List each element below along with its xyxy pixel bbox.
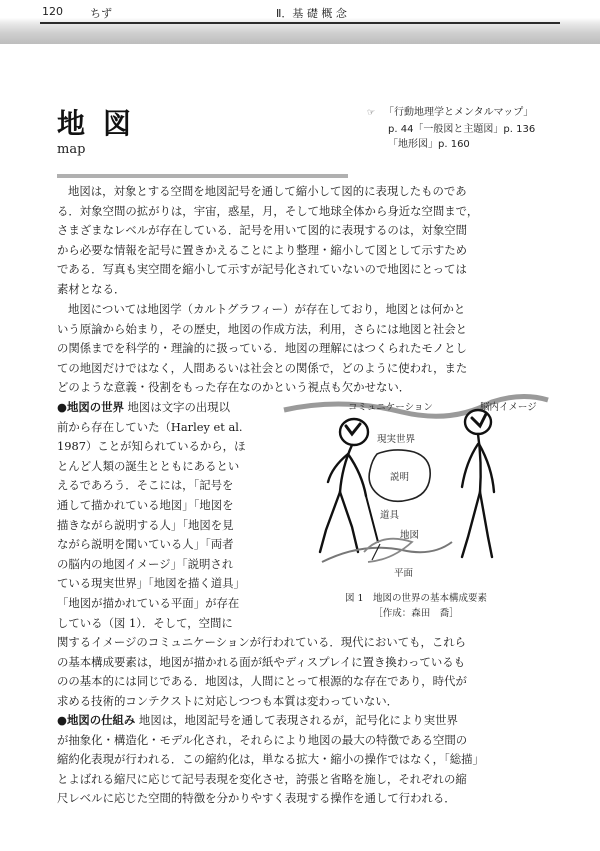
entry-subtitle: map xyxy=(57,142,86,157)
label-map: 地図 xyxy=(400,530,420,541)
label-brain-image: 脳内イメージ xyxy=(480,402,537,413)
label-plane: 平面 xyxy=(394,568,414,579)
section-map-mechanism xyxy=(57,711,484,809)
text-line: 求める技術的コンテクストに対応しつつも本質は変わっていない． xyxy=(57,693,399,708)
intro-paragraph xyxy=(57,182,478,300)
text-line: 通して描かれている地図」「地図を xyxy=(57,497,234,512)
text-line: から必要な情報を記号に置きかえることにより整理・縮小して図として示すため xyxy=(57,242,468,257)
map-plane xyxy=(322,542,452,562)
title-underline xyxy=(57,174,348,178)
text-line: 地図は，地図記号を通して表現されるが，記号化により実世界 xyxy=(138,713,458,727)
text-line: 地図については地図学（カルトグラフィー）が存在しており，地図とは何かと xyxy=(68,302,466,316)
text-line: いう原論から始まり，その歴史，地図の作成方法，利用，さらには地図と社会と xyxy=(57,321,468,336)
paragraph-2 xyxy=(57,300,467,398)
text-line: 尺レベルに応じた空間的特徴を分かりやすく表現する操作を通して行われる． xyxy=(57,791,456,806)
tool-pointer-line xyxy=(372,544,380,560)
label-tool: 道具 xyxy=(380,510,400,521)
text-line: の関係までを科学的・理論的に扱っている．地図の理解にはつくられたモノとし xyxy=(57,341,467,356)
text-line: 関するイメージのコミュニケーションが行われている．現代においても，これら xyxy=(57,635,467,649)
text-line: る．対象空間の拡がりは，宇宙，惑星，月，そして地球全体から身近な空間まで， xyxy=(57,203,479,218)
text-line: の脳内の地図イメージ」「説明され xyxy=(57,556,234,571)
ref-line-2: p. 44「一般図と主題図」p. 136 xyxy=(388,123,536,135)
text-line: ながら説明を聞いている人」「両者 xyxy=(57,537,234,552)
text-line: 地図は文字の出現以 xyxy=(127,400,231,414)
page-number: 120 xyxy=(42,5,63,18)
text-line: 地図は，対象とする空間を地図記号を通して縮小して図的に表現したものであ xyxy=(68,184,467,198)
text-line: 1987）ことが知られているから，ほ xyxy=(57,439,246,454)
text-line: 縮約化表現が行われる．この縮約化は，単なる拡大・縮小の操作ではなく，「総描」 xyxy=(57,752,484,767)
ref-line-1: 「行動地理学とメンタルマップ」 xyxy=(384,107,534,118)
text-line: えるであろう．そこには，「記号を xyxy=(57,478,234,493)
running-section: ちず xyxy=(90,7,112,20)
text-line: 描きながら説明する人」「地図を見 xyxy=(57,517,234,532)
section-heading: ●地図の世界 xyxy=(57,400,124,414)
label-explanation: 説明 xyxy=(390,472,410,483)
text-line: さまざまなレベルが存在している．記号を用いて図的に表現するのは，対象空間 xyxy=(57,223,468,238)
running-chapter: Ⅱ．基 礎 概 念 xyxy=(276,7,347,20)
text-line: である．写真も実空間を縮小して示すが記号化されていないので地図にとっては xyxy=(57,262,467,277)
figure-credit: ［作成：森田 喬］ xyxy=(373,608,459,619)
text-line: のの基本的には同じである．地図は，人間にとって根源的な存在であり，時代が xyxy=(57,674,467,689)
text-line: が抽象化・構造化・モデル化され，それらにより地図の最大の特徴である空間の xyxy=(57,732,468,747)
text-line: の基本構成要素は，地図が描かれる面が紙やディスプレイに置き換わっているも xyxy=(57,654,466,669)
text-line: 前から存在していた（Harley et al. xyxy=(57,419,243,434)
section-heading: ●地図の仕組み xyxy=(57,713,136,727)
reference-arrow-icon: ☞ xyxy=(367,108,376,118)
ref-line-3: 「地形図」p. 160 xyxy=(388,139,470,150)
explaining-person xyxy=(320,419,378,552)
text-line: どのような意義・役割をもった存在なのかという視点も欠かせない． xyxy=(57,380,411,395)
text-line: とよばれる縮尺に応じて記号表現を変化させ，誇張と省略を施し，それぞれの縮 xyxy=(57,771,467,786)
text-line: ての地図だけではなく，人間あるいは社会との関係で，どのように使われ，また xyxy=(57,360,468,375)
entry-title: 地図 xyxy=(57,107,150,140)
section-map-world xyxy=(57,398,245,633)
text-line: している（図 1）．そして，空間に xyxy=(57,615,233,630)
label-communication: コミュニケーション xyxy=(348,402,433,413)
text-line: 素材となる． xyxy=(57,281,126,296)
label-real-world: 現実世界 xyxy=(377,434,416,445)
section-map-world-cont xyxy=(57,633,467,711)
text-line: とんど人類の誕生とともにあるとい xyxy=(57,458,240,473)
text-line: ている現実世界」「地図を描く道具」 xyxy=(57,576,245,591)
figure-1 xyxy=(282,392,550,624)
cross-references xyxy=(367,105,567,153)
text-line: 「地図が描かれている平面」が存在 xyxy=(57,595,240,610)
listening-person xyxy=(462,410,494,557)
figure-caption: 図 1 地図の世界の基本構成要素 xyxy=(344,593,488,604)
header-rule xyxy=(40,22,560,24)
map-world-illustration xyxy=(282,392,550,592)
